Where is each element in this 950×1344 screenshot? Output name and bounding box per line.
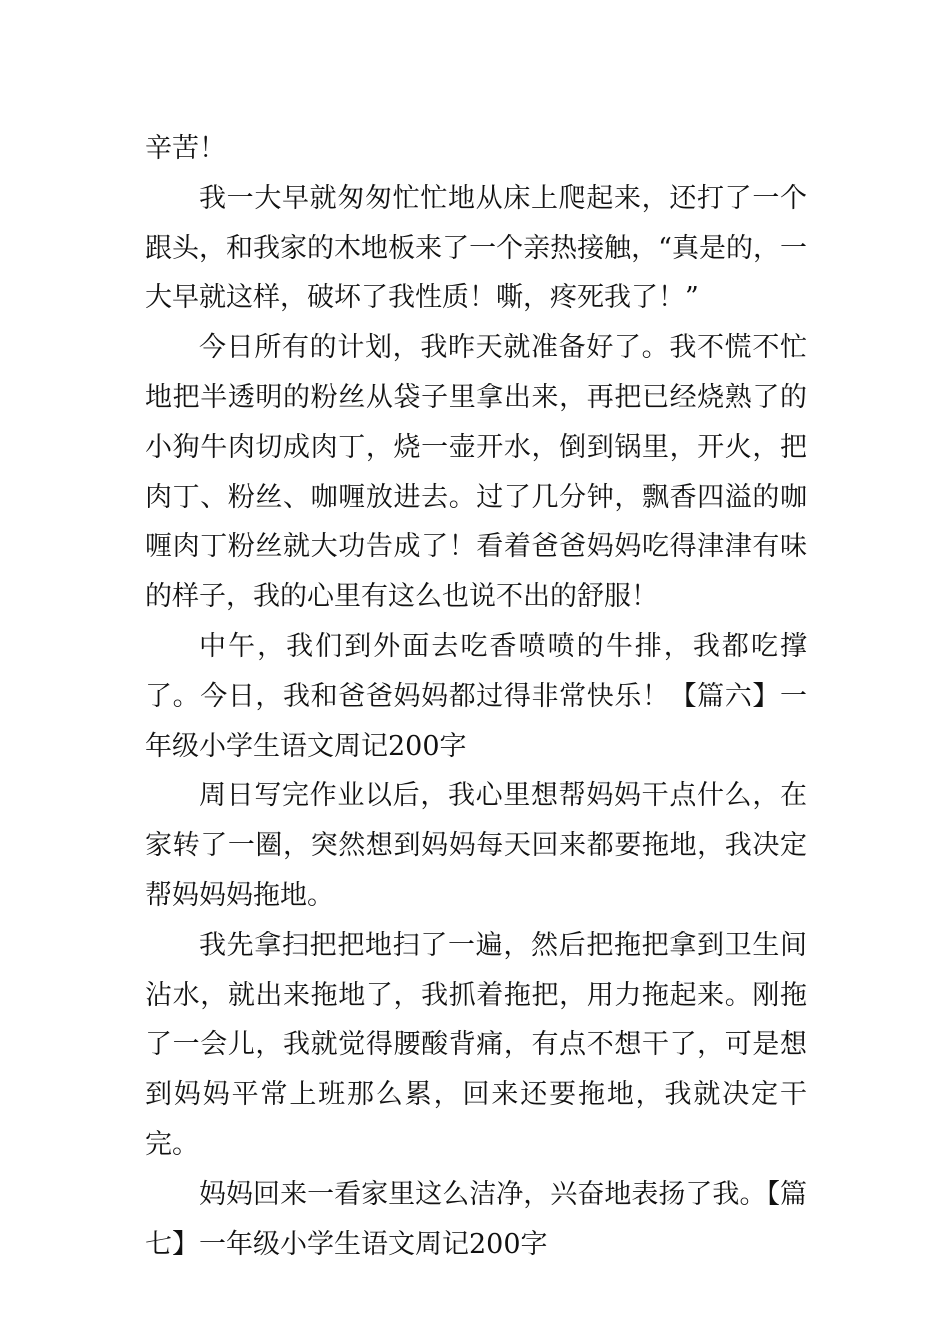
body-text [145, 124, 807, 1269]
paragraph-1: 辛苦！ [145, 133, 226, 164]
paragraph-6: 我先拿扫把把地扫了一遍，然后把拖把拿到卫生间沾水，就出来拖地了，我抓着拖把，用力拖起来。刚拖了一会儿，我就觉得腰酸背痛，有点不想干了，可是想到妈妈平常上班那么累，回来还要拖地，我就决定干完。 [145, 929, 807, 1160]
paragraph-4: 中午，我们到外面去吃香喷喷的牛排，我都吃撑了。今日，我和爸爸妈妈都过得非常快乐！【篇六】一年级小学生语文周记200字 [145, 630, 807, 762]
paragraph-2: 我一大早就匆匆忙忙地从床上爬起来，还打了一个跟头，和我家的木地板来了一个亲热接触，“真是的，一大早就这样，破坏了我性质！嘶，疼死我了！” [145, 182, 807, 314]
paragraph-3: 今日所有的计划，我昨天就准备好了。我不慌不忙地把半透明的粉丝从袋子里拿出来，再把已经烧熟了的小狗牛肉切成肉丁，烧一壶开水，倒到锅里，开火，把肉丁、粉丝、咖喱放进去。过了几分钟，飘香四溢的咖喱肉丁粉丝就大功告成了！看着爸爸妈妈吃得津津有味的样子，我的心里有这么也说不出的舒服！ [145, 332, 807, 613]
paragraph-7: 妈妈回来一看家里这么洁净，兴奋地表扬了我。【篇七】一年级小学生语文周记200字 [145, 1178, 807, 1260]
paragraph-5: 周日写完作业以后，我心里想帮妈妈干点什么，在家转了一圈，突然想到妈妈每天回来都要拖地，我决定帮妈妈妈拖地。 [145, 780, 807, 911]
